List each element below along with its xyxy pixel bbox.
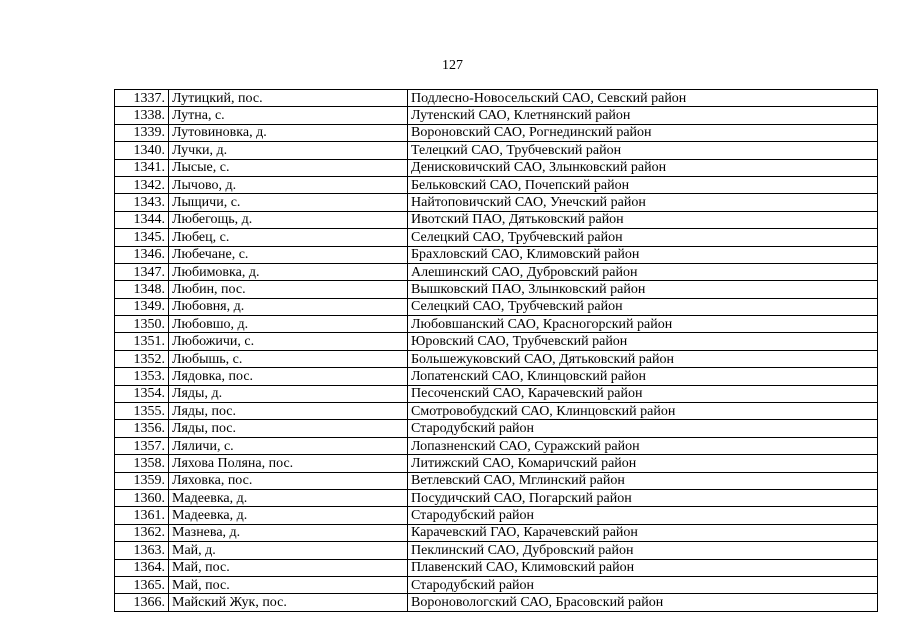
administrative-unit: Алешинский САО, Дубровский район [408,263,878,280]
administrative-unit: Плавенский САО, Климовский район [408,559,878,576]
administrative-unit: Вышковский ПАО, Злынковский район [408,281,878,298]
row-number: 1363. [115,542,169,559]
settlement-name: Ляховка, пос. [169,472,408,489]
administrative-unit: Селецкий САО, Трубчевский район [408,298,878,315]
row-number: 1346. [115,246,169,263]
table-row [115,246,878,263]
row-number: 1350. [115,316,169,333]
table-row [115,368,878,385]
administrative-unit: Литижский САО, Комаричский район [408,455,878,472]
settlement-name: Лутицкий, пос. [169,90,408,107]
row-number: 1358. [115,455,169,472]
administrative-unit: Брахловский САО, Климовский район [408,246,878,263]
table-row [115,124,878,141]
row-number: 1356. [115,420,169,437]
table-row [115,194,878,211]
settlement-name: Любовшо, д. [169,316,408,333]
administrative-unit: Лопатенский САО, Клинцовский район [408,368,878,385]
table-row [115,229,878,246]
administrative-unit: Селецкий САО, Трубчевский район [408,229,878,246]
table-row [115,594,878,611]
administrative-unit: Стародубский район [408,420,878,437]
settlements-table [114,89,878,612]
table-row [115,298,878,315]
row-number: 1355. [115,403,169,420]
table-row [115,420,878,437]
settlement-name: Лутна, с. [169,107,408,124]
row-number: 1361. [115,507,169,524]
table-row [115,281,878,298]
settlement-name: Ляды, пос. [169,403,408,420]
settlement-name: Лучки, д. [169,142,408,159]
administrative-unit: Денисковичский САО, Злынковский район [408,159,878,176]
settlement-name: Любимовка, д. [169,263,408,280]
administrative-unit: Стародубский район [408,507,878,524]
row-number: 1364. [115,559,169,576]
administrative-unit: Посудичский САО, Погарский район [408,489,878,506]
table-row [115,333,878,350]
row-number: 1349. [115,298,169,315]
row-number: 1359. [115,472,169,489]
row-number: 1365. [115,576,169,593]
settlement-name: Любышь, с. [169,350,408,367]
table-body [115,90,878,612]
settlement-name: Май, д. [169,542,408,559]
settlement-name: Мазнева, д. [169,524,408,541]
settlement-name: Лыщичи, с. [169,194,408,211]
table-row [115,472,878,489]
row-number: 1345. [115,229,169,246]
administrative-unit: Большежуковский САО, Дятьковский район [408,350,878,367]
row-number: 1357. [115,437,169,454]
administrative-unit: Юровский САО, Трубчевский район [408,333,878,350]
table-row [115,211,878,228]
row-number: 1360. [115,489,169,506]
table-row [115,107,878,124]
settlement-name: Ляличи, с. [169,437,408,454]
administrative-unit: Бельковский САО, Почепский район [408,176,878,193]
settlement-name: Любечане, с. [169,246,408,263]
table-row [115,316,878,333]
row-number: 1362. [115,524,169,541]
administrative-unit: Подлесно-Новосельский САО, Севский район [408,90,878,107]
table-row [115,507,878,524]
table-row [115,159,878,176]
administrative-unit: Ивотский ПАО, Дятьковский район [408,211,878,228]
table-row [115,524,878,541]
table-row [115,455,878,472]
settlement-name: Любин, пос. [169,281,408,298]
administrative-unit: Вороновологский САО, Брасовский район [408,594,878,611]
table-row [115,90,878,107]
administrative-unit: Телецкий САО, Трубчевский район [408,142,878,159]
table-row [115,263,878,280]
table-row [115,176,878,193]
administrative-unit: Пеклинский САО, Дубровский район [408,542,878,559]
row-number: 1342. [115,176,169,193]
administrative-unit: Песоченский САО, Карачевский район [408,385,878,402]
settlement-name: Ляхова Поляна, пос. [169,455,408,472]
settlement-name: Лядовка, пос. [169,368,408,385]
settlement-name: Мадеевка, д. [169,489,408,506]
settlement-name: Любец, с. [169,229,408,246]
row-number: 1347. [115,263,169,280]
settlement-name: Май, пос. [169,576,408,593]
row-number: 1352. [115,350,169,367]
page-number: 127 [442,58,463,73]
settlement-name: Мадеевка, д. [169,507,408,524]
settlement-name: Любовня, д. [169,298,408,315]
row-number: 1339. [115,124,169,141]
table-row [115,142,878,159]
settlement-name: Любегощь, д. [169,211,408,228]
settlement-name: Любожичи, с. [169,333,408,350]
table-row [115,437,878,454]
row-number: 1337. [115,90,169,107]
row-number: 1348. [115,281,169,298]
settlement-name: Майский Жук, пос. [169,594,408,611]
settlement-name: Май, пос. [169,559,408,576]
administrative-unit: Любовшанский САО, Красногорский район [408,316,878,333]
administrative-unit: Стародубский район [408,576,878,593]
row-number: 1344. [115,211,169,228]
table-row [115,350,878,367]
table-row [115,403,878,420]
row-number: 1343. [115,194,169,211]
administrative-unit: Ветлевский САО, Мглинский район [408,472,878,489]
row-number: 1340. [115,142,169,159]
row-number: 1338. [115,107,169,124]
table-row [115,385,878,402]
administrative-unit: Вороновский САО, Рогнединский район [408,124,878,141]
administrative-unit: Найтоповичский САО, Унечский район [408,194,878,211]
settlement-name: Ляды, пос. [169,420,408,437]
table-row [115,489,878,506]
administrative-unit: Смотровобудский САО, Клинцовский район [408,403,878,420]
administrative-unit: Карачевский ГАО, Карачевский район [408,524,878,541]
settlement-name: Лутовиновка, д. [169,124,408,141]
settlement-name: Ляды, д. [169,385,408,402]
row-number: 1354. [115,385,169,402]
administrative-unit: Лутенский САО, Клетнянский район [408,107,878,124]
settlement-name: Лычово, д. [169,176,408,193]
row-number: 1351. [115,333,169,350]
row-number: 1366. [115,594,169,611]
row-number: 1341. [115,159,169,176]
table-row [115,576,878,593]
administrative-unit: Лопазненский САО, Суражский район [408,437,878,454]
settlement-name: Лысые, с. [169,159,408,176]
table-row [115,542,878,559]
table-row [115,559,878,576]
row-number: 1353. [115,368,169,385]
